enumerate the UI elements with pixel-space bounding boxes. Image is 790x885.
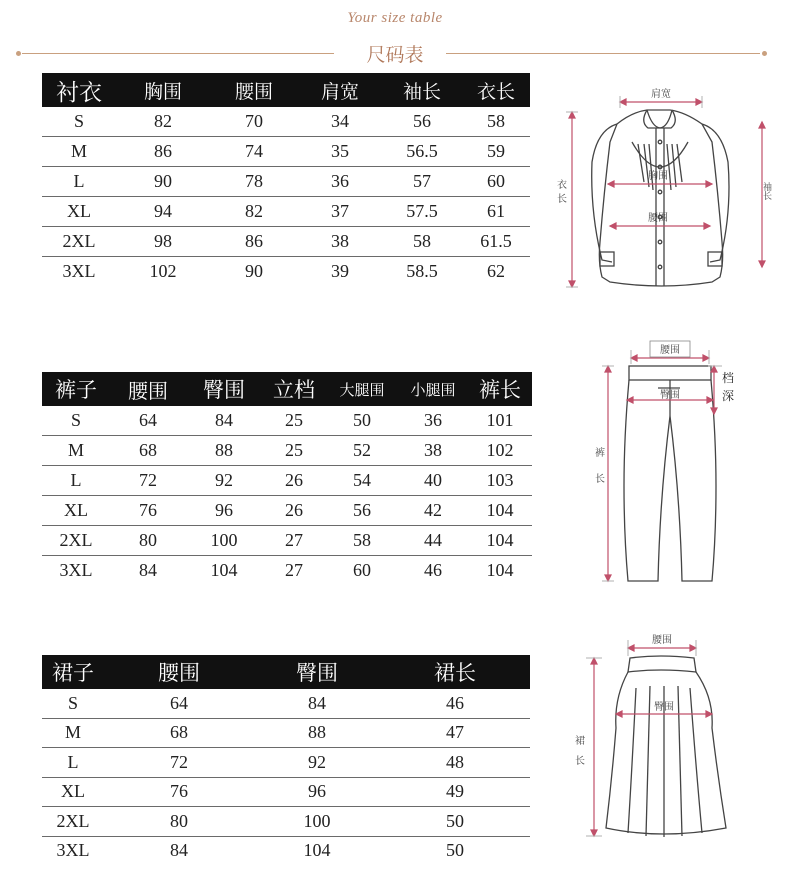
value-cell: 38 <box>424 440 442 460</box>
table-row <box>42 406 532 436</box>
pants-waist-label: 腰围 <box>660 345 680 356</box>
header-rule-right <box>446 53 760 54</box>
value-cell: 60 <box>487 171 505 191</box>
value-cell: 57.5 <box>406 201 438 221</box>
table-row <box>42 137 530 167</box>
value-cell: 61.5 <box>480 231 512 251</box>
value-cell: 25 <box>285 410 303 430</box>
pants-length-label-a: 裤 <box>595 448 605 459</box>
size-cell: 2XL <box>56 810 90 831</box>
table-row <box>42 167 530 197</box>
value-cell: 54 <box>353 470 371 490</box>
value-cell: 62 <box>487 261 505 281</box>
value-cell: 94 <box>154 201 172 221</box>
value-cell: 102 <box>149 261 177 281</box>
skirt-length-label-a: 裙 <box>575 736 585 747</box>
value-cell: 50 <box>353 410 371 430</box>
size-cell: XL <box>61 781 85 802</box>
skirt-header-cell: 臀围 <box>296 661 338 685</box>
value-cell: 61 <box>487 201 505 221</box>
value-cell: 44 <box>424 530 442 550</box>
table-row <box>42 466 532 496</box>
table-row <box>42 556 532 585</box>
subtitle: Your size table <box>347 10 443 26</box>
value-cell: 26 <box>285 500 303 520</box>
pants-header-cell: 裤长 <box>479 378 521 402</box>
skirt-length-label-b: 长 <box>575 756 585 767</box>
value-cell: 96 <box>308 781 326 802</box>
value-cell: 102 <box>486 440 514 460</box>
table-row <box>42 719 530 749</box>
value-cell: 58 <box>353 530 371 550</box>
value-cell: 76 <box>139 500 157 520</box>
size-cell: M <box>67 440 84 460</box>
value-cell: 25 <box>285 440 303 460</box>
table-row <box>42 257 530 286</box>
value-cell: 92 <box>215 470 233 490</box>
size-cell: 2XL <box>62 231 96 251</box>
pants-diagram <box>594 336 744 591</box>
value-cell: 82 <box>154 111 172 131</box>
table-row <box>42 748 530 778</box>
size-cell: L <box>73 171 85 191</box>
value-cell: 58.5 <box>406 261 438 281</box>
shirt-length-label-a: 长 <box>557 194 567 205</box>
value-cell: 58 <box>413 231 431 251</box>
table-row <box>42 807 530 837</box>
value-cell: 98 <box>154 231 172 251</box>
value-cell: 78 <box>245 171 263 191</box>
value-cell: 74 <box>245 141 263 161</box>
size-cell: L <box>70 470 82 490</box>
shirt-chest-label: 胸围 <box>648 171 668 182</box>
value-cell: 84 <box>215 410 233 430</box>
value-cell: 86 <box>154 141 172 161</box>
page-title: 尺码表 <box>366 44 424 66</box>
skirt-header-cell: 腰围 <box>158 661 200 685</box>
size-cell: L <box>67 751 79 772</box>
skirt-size-table <box>42 655 530 865</box>
shirt-waist-label: 腰围 <box>648 213 668 224</box>
value-cell: 80 <box>170 810 188 831</box>
pants-header-cell: 立档 <box>273 378 315 402</box>
pants-rise-label-b: 深 <box>722 389 735 403</box>
size-cell: S <box>73 111 84 131</box>
table-row <box>42 526 532 556</box>
value-cell: 46 <box>446 692 464 713</box>
value-cell: 34 <box>331 111 349 131</box>
ornament-dot-right <box>762 51 767 56</box>
value-cell: 104 <box>486 560 514 580</box>
value-cell: 86 <box>245 231 263 251</box>
pants-size-table <box>42 372 532 585</box>
skirt-header-cell: 裙子 <box>52 661 94 685</box>
value-cell: 50 <box>446 840 464 861</box>
table-row <box>42 107 530 137</box>
shirt-sleeve-label: 袖长 <box>761 182 771 200</box>
skirt-hip-label: 臀围 <box>654 702 674 713</box>
pants-header-cell: 腰围 <box>128 378 168 403</box>
value-cell: 46 <box>424 560 442 580</box>
value-cell: 59 <box>487 141 505 161</box>
value-cell: 72 <box>139 470 157 490</box>
pants-hip-label: 臀围 <box>660 390 680 401</box>
value-cell: 58 <box>487 111 505 131</box>
pants-header-cell: 大腿围 <box>339 380 385 399</box>
value-cell: 37 <box>331 201 349 221</box>
value-cell: 82 <box>245 201 263 221</box>
shirt-length-label-b: 衣 <box>557 180 567 191</box>
value-cell: 52 <box>353 440 371 460</box>
value-cell: 35 <box>331 141 349 161</box>
value-cell: 68 <box>170 722 188 743</box>
value-cell: 90 <box>245 261 263 281</box>
value-cell: 88 <box>308 722 326 743</box>
value-cell: 64 <box>170 692 188 713</box>
value-cell: 84 <box>170 840 188 861</box>
table-row <box>42 496 532 526</box>
value-cell: 39 <box>331 261 349 281</box>
value-cell: 50 <box>446 810 464 831</box>
shirt-size-table <box>42 73 530 286</box>
value-cell: 92 <box>308 751 326 772</box>
value-cell: 104 <box>210 560 238 580</box>
value-cell: 70 <box>245 111 263 131</box>
value-cell: 27 <box>285 560 303 580</box>
value-cell: 104 <box>303 840 331 861</box>
size-cell: 3XL <box>62 261 96 281</box>
shirt-header-cell: 袖长 <box>402 80 441 103</box>
table-row <box>42 197 530 227</box>
value-cell: 96 <box>215 500 233 520</box>
table-row <box>42 778 530 808</box>
value-cell: 80 <box>139 530 157 550</box>
value-cell: 60 <box>353 560 371 580</box>
shirt-table-header <box>42 73 530 107</box>
value-cell: 40 <box>424 470 442 490</box>
size-cell: S <box>67 692 78 713</box>
value-cell: 90 <box>154 171 172 191</box>
value-cell: 64 <box>139 410 157 430</box>
value-cell: 38 <box>331 231 349 251</box>
pants-header-cell: 小腿围 <box>410 380 456 399</box>
skirt-table-header <box>42 655 530 689</box>
table-row <box>42 689 530 719</box>
value-cell: 49 <box>446 781 464 802</box>
pants-table-header <box>42 372 532 406</box>
pants-header-cell: 裤子 <box>55 378 97 402</box>
pants-header-cell: 臀围 <box>203 378 245 402</box>
value-cell: 26 <box>285 470 303 490</box>
value-cell: 47 <box>446 722 464 743</box>
table-row <box>42 227 530 257</box>
skirt-header-cell: 裙长 <box>434 661 476 685</box>
size-cell: XL <box>67 201 91 221</box>
value-cell: 56 <box>353 500 371 520</box>
value-cell: 48 <box>446 751 464 772</box>
size-cell: 2XL <box>59 530 93 550</box>
value-cell: 76 <box>170 781 188 802</box>
shirt-shoulder-label: 肩宽 <box>651 89 671 100</box>
value-cell: 88 <box>215 440 233 460</box>
shirt-header-cell: 衬衣 <box>56 79 102 106</box>
value-cell: 57 <box>413 171 431 191</box>
pants-rise-label-a: 档 <box>722 371 735 385</box>
value-cell: 104 <box>486 530 514 550</box>
shirt-header-cell: 胸围 <box>143 80 182 103</box>
value-cell: 68 <box>139 440 157 460</box>
value-cell: 100 <box>210 530 238 550</box>
value-cell: 100 <box>303 810 331 831</box>
size-cell: S <box>70 410 81 430</box>
value-cell: 72 <box>170 751 188 772</box>
value-cell: 101 <box>486 410 514 430</box>
size-cell: M <box>64 722 81 743</box>
value-cell: 36 <box>424 410 442 430</box>
value-cell: 84 <box>139 560 157 580</box>
table-row <box>42 837 530 866</box>
table-row <box>42 436 532 466</box>
pants-length-label-b: 长 <box>595 474 605 485</box>
size-cell: 3XL <box>56 840 90 861</box>
skirt-diagram <box>572 628 752 843</box>
value-cell: 84 <box>308 692 326 713</box>
shirt-diagram <box>552 82 782 297</box>
value-cell: 103 <box>486 470 514 490</box>
shirt-header-cell: 衣长 <box>476 80 515 103</box>
shirt-header-cell: 腰围 <box>234 80 273 103</box>
size-cell: XL <box>64 500 88 520</box>
value-cell: 27 <box>285 530 303 550</box>
size-cell: M <box>70 141 87 161</box>
shirt-header-cell: 肩宽 <box>320 80 359 103</box>
value-cell: 104 <box>486 500 514 520</box>
skirt-waist-label: 腰围 <box>652 635 672 646</box>
value-cell: 56 <box>413 111 431 131</box>
value-cell: 36 <box>331 171 349 191</box>
value-cell: 42 <box>424 500 442 520</box>
size-cell: 3XL <box>59 560 93 580</box>
value-cell: 56.5 <box>406 141 438 161</box>
